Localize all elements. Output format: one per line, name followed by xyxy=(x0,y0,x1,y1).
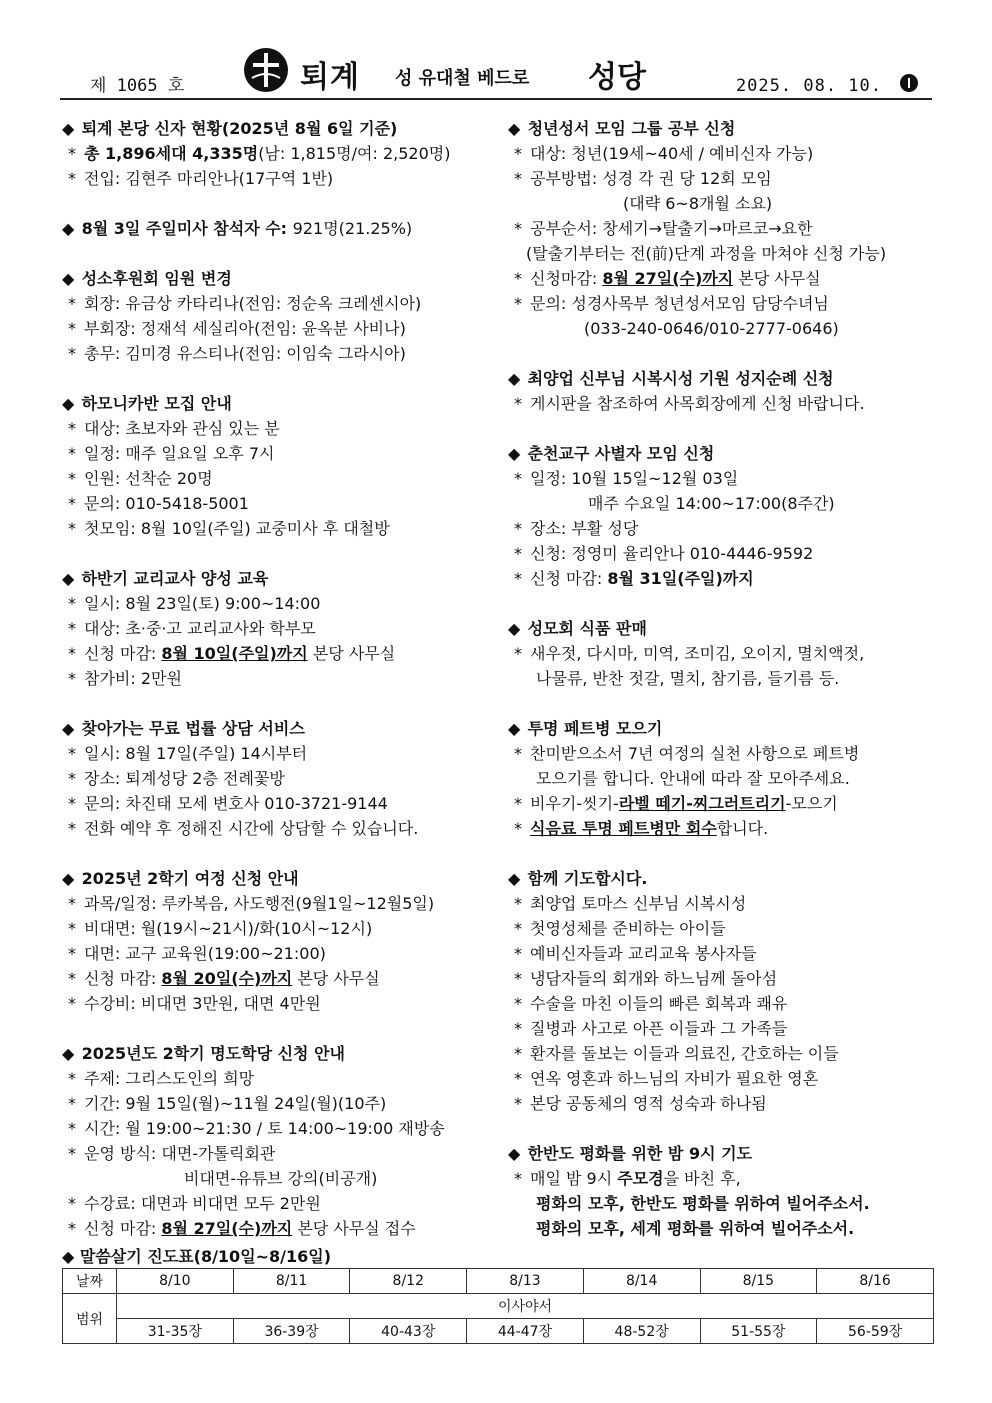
notice-section xyxy=(508,716,938,841)
page-marker-icon xyxy=(900,74,918,92)
list-item: * 대상: 초·중·고 교리교사와 학부모 xyxy=(62,616,502,641)
notice-section xyxy=(508,866,938,1116)
continuation-line: 비대면-유튜브 강의(비공개) xyxy=(184,1169,378,1188)
list-item: * 전입: 김현주 마리안나(17구역 1반) xyxy=(62,166,502,191)
bullet-icon: * xyxy=(514,744,522,763)
list-item: * 예비신자들과 교리교육 봉사자들 xyxy=(508,941,938,966)
chapter-cell: 31-35장 xyxy=(117,1319,234,1344)
notice-section xyxy=(508,116,938,341)
continuation-line: (탈출기부터는 전(前)단계 과정을 마쳐야 신청 가능) xyxy=(526,244,887,263)
continuation-line: 매주 수요일 14:00~17:00(8주간) xyxy=(588,494,835,513)
bullet-icon: * xyxy=(514,994,522,1013)
list-item: * 총 1,896세대 4,335명(남: 1,815명/여: 2,520명) xyxy=(62,141,502,166)
notice-section xyxy=(62,566,502,691)
section-title: ◆ 청년성서 모임 그룹 공부 신청 xyxy=(508,116,938,141)
list-item: * 문의: 010-5418-5001 xyxy=(62,491,502,516)
bulletin-date: 2025. 08. 10. xyxy=(735,76,882,96)
bullet-icon: * xyxy=(514,269,522,288)
bullet-icon: * xyxy=(514,1094,522,1113)
list-item: * 총무: 김미경 유스티나(전임: 이임숙 그라시아) xyxy=(62,341,502,366)
issue-number: 제 1065 호 xyxy=(90,76,185,96)
list-item: * 일정: 10월 15일~12월 03일 xyxy=(508,466,938,491)
bullet-icon: * xyxy=(514,569,522,588)
bullet-icon: * xyxy=(514,1019,522,1038)
list-item: * 신청마감: 8월 27일(수)까지 본당 사무실 xyxy=(508,266,938,291)
list-item: * 신청 마감: 8월 20일(수)까지 본당 사무실 xyxy=(62,966,502,991)
list-item: * 시간: 월 19:00~21:30 / 토 14:00~19:00 재방송 xyxy=(62,1116,502,1141)
diamond-icon: ◆ xyxy=(508,369,521,388)
right-column xyxy=(508,116,938,1266)
chapter-cell: 40-43장 xyxy=(350,1319,467,1344)
list-item: * 수강비: 비대면 3만원, 대면 4만원 xyxy=(62,991,502,1016)
list-item: * 본당 공동체의 영적 성숙과 하나됨 xyxy=(508,1091,938,1116)
date-cell: 8/12 xyxy=(350,1269,467,1294)
continuation-line: 평화의 모후, 한반도 평화를 위하여 빌어주소서. xyxy=(536,1194,870,1213)
continuation-line: 모으기를 합니다. 안내에 따라 잘 모아주세요. xyxy=(536,769,850,788)
bullet-icon: * xyxy=(68,294,76,313)
section-title: ◆ 퇴계 본당 신자 현황(2025년 8월 6일 기준) xyxy=(62,116,502,141)
notice-section xyxy=(62,216,502,241)
list-item: * 대상: 청년(19세~40세 / 예비신자 가능) xyxy=(508,141,938,166)
diamond-icon: ◆ xyxy=(62,219,75,238)
list-item: * 참가비: 2만원 xyxy=(62,666,502,691)
diamond-icon: ◆ xyxy=(508,119,521,138)
schedule-book-row xyxy=(63,1294,934,1319)
list-item: * 비대면: 월(19시~21시)/화(10시~12시) xyxy=(62,916,502,941)
section-title: ◆ 하모니카반 모집 안내 xyxy=(62,391,502,416)
schedule-table xyxy=(62,1268,934,1344)
schedule-date-row xyxy=(63,1269,934,1294)
bullet-icon: * xyxy=(68,1219,76,1238)
notice-section xyxy=(62,1041,502,1241)
list-item: * 첫모임: 8월 10일(주일) 교중미사 후 대철방 xyxy=(62,516,502,541)
list-item: * 일시: 8월 23일(토) 9:00~14:00 xyxy=(62,591,502,616)
list-item: * 장소: 퇴계성당 2층 전례꽃방 xyxy=(62,766,502,791)
parish-name-suffix: 성당 xyxy=(588,60,646,95)
diamond-icon: ◆ xyxy=(62,119,75,138)
continuation-line: 나물류, 반찬 젓갈, 멸치, 참기름, 들기름 등. xyxy=(536,669,840,688)
list-item: * 문의: 성경사목부 청년성서모임 담당수녀님 xyxy=(508,291,938,316)
list-item: * 연옥 영혼과 하느님의 자비가 필요한 영혼 xyxy=(508,1066,938,1091)
list-item: * 문의: 차진태 모세 변호사 010-3721-9144 xyxy=(62,791,502,816)
bullet-icon: * xyxy=(68,469,76,488)
bullet-icon: * xyxy=(68,919,76,938)
bullet-icon: * xyxy=(514,169,522,188)
bulletin-header xyxy=(60,44,932,100)
parish-name-prefix: 퇴계 xyxy=(300,60,360,95)
notice-section xyxy=(508,1141,938,1241)
list-item: * 주제: 그리스도인의 희망 xyxy=(62,1066,502,1091)
schedule-chapter-row xyxy=(63,1319,934,1344)
left-column xyxy=(62,116,502,1266)
bullet-icon: * xyxy=(514,219,522,238)
list-item: * 일정: 매주 일요일 오후 7시 xyxy=(62,441,502,466)
continuation-line: (033-240-0646/010-2777-0646) xyxy=(584,319,839,338)
date-cell: 8/10 xyxy=(117,1269,234,1294)
notice-section xyxy=(62,716,502,841)
bullet-icon: * xyxy=(68,419,76,438)
bullet-icon: * xyxy=(68,894,76,913)
bullet-icon: * xyxy=(514,644,522,663)
date-cell: 8/13 xyxy=(467,1269,584,1294)
list-item: * 새우젓, 다시마, 미역, 조미김, 오이지, 멸치액젓, xyxy=(508,641,938,666)
section-title: ◆ 찾아가는 무료 법률 상담 서비스 xyxy=(62,716,502,741)
cross-logo-icon xyxy=(244,48,288,92)
section-title: ◆ 한반도 평화를 위한 밤 9시 기도 xyxy=(508,1141,938,1166)
bullet-icon: * xyxy=(68,344,76,363)
bullet-icon: * xyxy=(514,794,522,813)
list-item: * 부회장: 정재석 세실리아(전임: 윤옥분 사비나) xyxy=(62,316,502,341)
bullet-icon: * xyxy=(68,519,76,538)
bullet-icon: * xyxy=(514,144,522,163)
list-item: * 신청 마감: 8월 31일(주일)까지 xyxy=(508,566,938,591)
list-item: * 환자를 돌보는 이들과 의료진, 간호하는 이들 xyxy=(508,1041,938,1066)
date-cell: 8/11 xyxy=(233,1269,350,1294)
book-cell: 이사야서 xyxy=(117,1294,934,1319)
bullet-icon: * xyxy=(68,444,76,463)
bullet-icon: * xyxy=(514,1169,522,1188)
diamond-icon: ◆ xyxy=(62,1247,80,1266)
bullet-icon: * xyxy=(514,469,522,488)
chapter-cell: 44-47장 xyxy=(467,1319,584,1344)
list-item: * 인원: 선착순 20명 xyxy=(62,466,502,491)
bullet-icon: * xyxy=(514,294,522,313)
list-item: * 매일 밤 9시 주모경을 바친 후, xyxy=(508,1166,938,1191)
section-title: ◆ 2025년 2학기 여정 신청 안내 xyxy=(62,866,502,891)
chapter-cell: 56-59장 xyxy=(817,1319,934,1344)
diamond-icon: ◆ xyxy=(62,269,75,288)
notice-section xyxy=(62,866,502,1016)
diamond-icon: ◆ xyxy=(508,444,521,463)
list-item: * 찬미받으소서 7년 여정의 실천 사항으로 페트병 xyxy=(508,741,938,766)
range-label: 범위 xyxy=(63,1294,117,1344)
bullet-icon: * xyxy=(514,819,522,838)
diamond-icon: ◆ xyxy=(508,619,521,638)
list-item: * 일시: 8월 17일(주일) 14시부터 xyxy=(62,741,502,766)
section-title: ◆ 투명 페트병 모으기 xyxy=(508,716,938,741)
list-item: * 신청 마감: 8월 10일(주일)까지 본당 사무실 xyxy=(62,641,502,666)
bullet-icon: * xyxy=(68,819,76,838)
notice-section xyxy=(62,266,502,366)
bullet-icon: * xyxy=(514,1044,522,1063)
list-item: * 최양업 토마스 신부님 시복시성 xyxy=(508,891,938,916)
bullet-icon: * xyxy=(68,1194,76,1213)
section-title: ◆ 8월 3일 주일미사 참석자 수: 921명(21.25%) xyxy=(62,216,502,241)
notice-section xyxy=(508,616,938,691)
bullet-icon: * xyxy=(68,619,76,638)
diamond-icon: ◆ xyxy=(62,394,75,413)
date-cell: 8/15 xyxy=(700,1269,817,1294)
list-item: * 운영 방식: 대면-가톨릭회관 xyxy=(62,1141,502,1166)
bullet-icon: * xyxy=(514,944,522,963)
notice-section xyxy=(508,441,938,591)
notice-section xyxy=(508,366,938,416)
chapter-cell: 36-39장 xyxy=(233,1319,350,1344)
bullet-icon: * xyxy=(68,169,76,188)
diamond-icon: ◆ xyxy=(62,869,75,888)
list-item: * 공부순서: 창세기→탈출기→마르코→요한 xyxy=(508,216,938,241)
bullet-icon: * xyxy=(68,594,76,613)
bullet-icon: * xyxy=(514,544,522,563)
section-title: ◆ 성소후원회 임원 변경 xyxy=(62,266,502,291)
bullet-icon: * xyxy=(514,894,522,913)
list-item: * 전화 예약 후 정해진 시간에 상담할 수 있습니다. xyxy=(62,816,502,841)
bullet-icon: * xyxy=(68,1069,76,1088)
chapter-cell: 48-52장 xyxy=(583,1319,700,1344)
bullet-icon: * xyxy=(68,1144,76,1163)
section-title: ◆ 최양업 신부님 시복시성 기원 성지순례 신청 xyxy=(508,366,938,391)
list-item: * 과목/일정: 루카복음, 사도행전(9월1일~12월5일) xyxy=(62,891,502,916)
list-item: * 게시판을 참조하여 사목회장에게 신청 바랍니다. xyxy=(508,391,938,416)
schedule-title: ◆ 말씀살기 진도표(8/10일~8/16일) xyxy=(62,1247,332,1266)
list-item: * 대상: 초보자와 관심 있는 분 xyxy=(62,416,502,441)
list-item: * 냉담자들의 회개와 하느님께 돌아섬 xyxy=(508,966,938,991)
list-item: * 신청: 정영미 율리안나 010-4446-9592 xyxy=(508,541,938,566)
list-item: * 식음료 투명 페트병만 회수합니다. xyxy=(508,816,938,841)
list-item: * 공부방법: 성경 각 권 당 12회 모임 xyxy=(508,166,938,191)
bullet-icon: * xyxy=(68,744,76,763)
continuation-line: 평화의 모후, 세계 평화를 위하여 빌어주소서. xyxy=(536,1219,855,1238)
diamond-icon: ◆ xyxy=(62,569,75,588)
bullet-icon: * xyxy=(514,1069,522,1088)
bullet-icon: * xyxy=(68,794,76,813)
continuation-line: (대략 6~8개월 소요) xyxy=(623,194,773,213)
list-item: * 수술을 마친 이들의 빠른 회복과 쾌유 xyxy=(508,991,938,1016)
parish-patron: 성 유대철 베드로 xyxy=(395,68,530,89)
bullet-icon: * xyxy=(68,1119,76,1138)
diamond-icon: ◆ xyxy=(508,869,521,888)
bullet-icon: * xyxy=(68,944,76,963)
diamond-icon: ◆ xyxy=(62,719,75,738)
notice-section xyxy=(62,391,502,541)
bullet-icon: * xyxy=(514,394,522,413)
list-item: * 기간: 9월 15일(월)~11월 24일(월)(10주) xyxy=(62,1091,502,1116)
bullet-icon: * xyxy=(68,669,76,688)
notice-section xyxy=(62,116,502,191)
bullet-icon: * xyxy=(68,644,76,663)
list-item: * 신청 마감: 8월 27일(수)까지 본당 사무실 접수 xyxy=(62,1216,502,1241)
date-cell: 8/14 xyxy=(583,1269,700,1294)
list-item: * 수강료: 대면과 비대면 모두 2만원 xyxy=(62,1191,502,1216)
bullet-icon: * xyxy=(68,319,76,338)
chapter-cell: 51-55장 xyxy=(700,1319,817,1344)
section-title: ◆ 성모회 식품 판매 xyxy=(508,616,938,641)
bullet-icon: * xyxy=(68,994,76,1013)
diamond-icon: ◆ xyxy=(62,1044,75,1063)
section-title: ◆ 함께 기도합시다. xyxy=(508,866,938,891)
section-title: ◆ 2025년도 2학기 명도학당 신청 안내 xyxy=(62,1041,502,1066)
date-label: 날짜 xyxy=(63,1269,117,1294)
list-item: * 질병과 사고로 아픈 이들과 그 가족들 xyxy=(508,1016,938,1041)
bullet-icon: * xyxy=(68,969,76,988)
section-title: ◆ 춘천교구 사별자 모임 신청 xyxy=(508,441,938,466)
bullet-icon: * xyxy=(68,494,76,513)
bullet-icon: * xyxy=(514,919,522,938)
list-item: * 장소: 부활 성당 xyxy=(508,516,938,541)
list-item: * 대면: 교구 교육원(19:00~21:00) xyxy=(62,941,502,966)
list-item: * 회장: 유금상 카타리나(전임: 정순옥 크레센시아) xyxy=(62,291,502,316)
bullet-icon: * xyxy=(514,519,522,538)
list-item: * 첫영성체를 준비하는 아이들 xyxy=(508,916,938,941)
section-title: ◆ 하반기 교리교사 양성 교육 xyxy=(62,566,502,591)
list-item: * 비우기-씻기-라벨 떼기-찌그러트리기-모으기 xyxy=(508,791,938,816)
diamond-icon: ◆ xyxy=(508,719,521,738)
bullet-icon: * xyxy=(68,144,76,163)
bullet-icon: * xyxy=(514,969,522,988)
date-cell: 8/16 xyxy=(817,1269,934,1294)
diamond-icon: ◆ xyxy=(508,1144,521,1163)
bullet-icon: * xyxy=(68,769,76,788)
bullet-icon: * xyxy=(68,1094,76,1113)
